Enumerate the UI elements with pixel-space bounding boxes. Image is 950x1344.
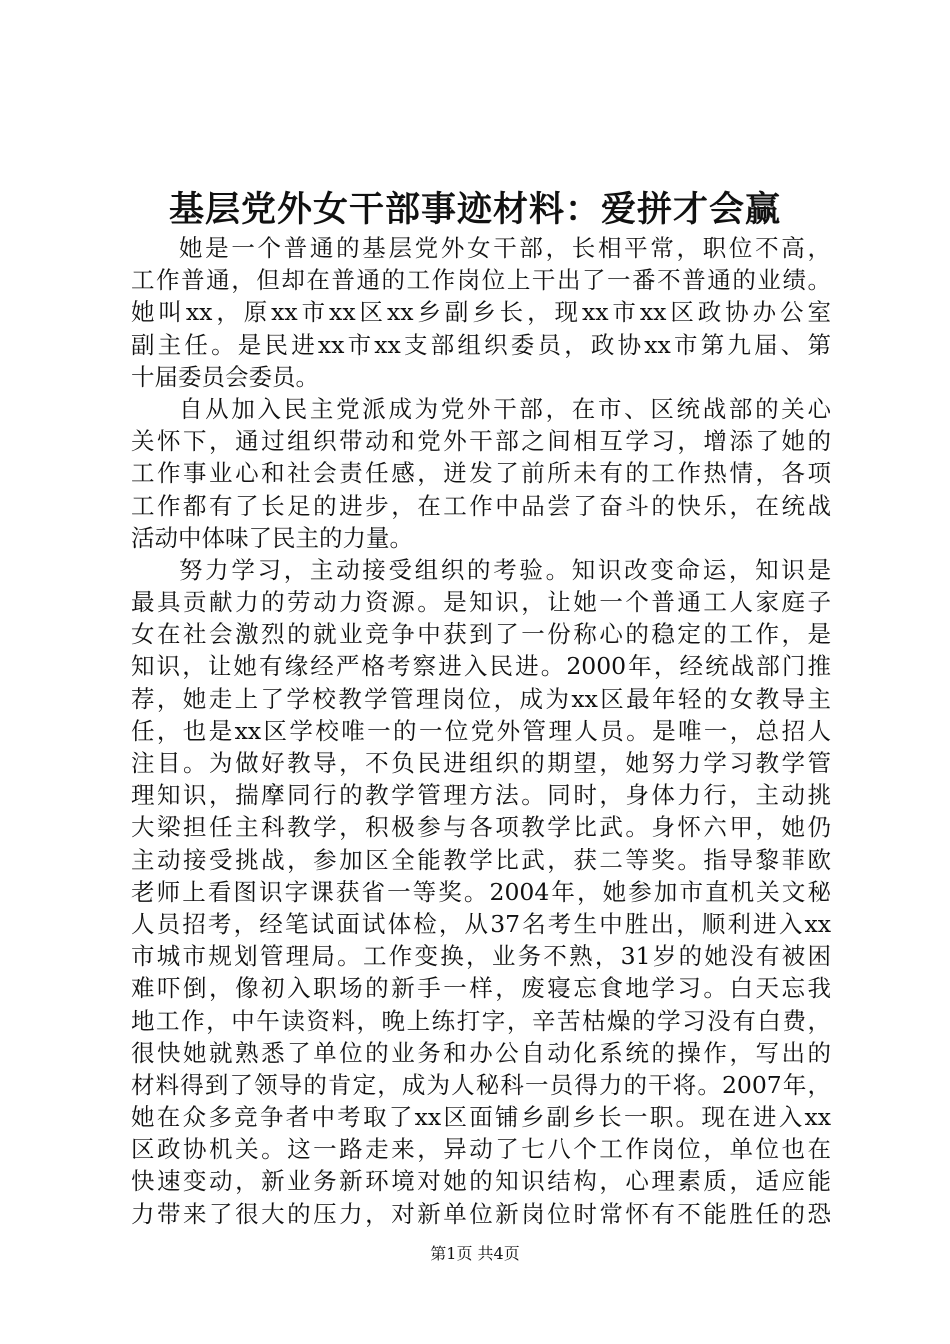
document-title: 基层党外女干部事迹材料：爱拼才会赢 bbox=[168, 189, 781, 230]
text-line: 主动接受挑战，参加区全能教学比武，获二等奖。指导黎菲欧 bbox=[131, 845, 831, 874]
text-line: 地工作，中午读资料，晚上练打字，辛苦枯燥的学习没有白费， bbox=[131, 1006, 831, 1035]
text-line: 理知识，揣摩同行的教学管理方法。同时，身体力行，主动挑 bbox=[131, 781, 831, 810]
text-line: 材料得到了领导的肯定，成为人秘科一员得力的干将。2007年， bbox=[131, 1070, 831, 1099]
text-line: 她在众多竞争者中考取了xx区面铺乡副乡长一职。现在进入xx bbox=[131, 1103, 831, 1132]
text-line: 区政协机关。这一路走来，异动了七八个工作岗位，单位也在 bbox=[131, 1135, 831, 1164]
text-line: 活动中体味了民主的力量。 bbox=[131, 523, 413, 552]
page-footer: 第1页 共4页 bbox=[430, 1244, 520, 1263]
text-line: 注目。为做好教导，不负民进组织的期望，她努力学习教学管 bbox=[131, 749, 831, 777]
text-line: 女在社会激烈的就业竞争中获到了一份称心的稳定的工作，是 bbox=[131, 620, 831, 649]
text-line: 大梁担任主科教学，积极参与各项教学比武。身怀六甲，她仍 bbox=[131, 813, 831, 842]
text-line: 工作事业心和社会责任感，迸发了前所未有的工作热情，各项 bbox=[131, 459, 831, 488]
text-line: 工作都有了长足的进步，在工作中品尝了奋斗的快乐，在统战 bbox=[131, 491, 831, 520]
text-line: 力带来了很大的压力，对新单位新岗位时常怀有不能胜任的恐 bbox=[131, 1199, 831, 1228]
text-line: 工作普通，但却在普通的工作岗位上干出了一番不普通的业绩。 bbox=[131, 266, 831, 295]
text-line: 任，也是xx区学校唯一的一位党外管理人员。是唯一，总招人 bbox=[131, 716, 831, 745]
text-line: 荐，她走上了学校教学管理岗位，成为xx区最年轻的女教导主 bbox=[131, 684, 831, 713]
text-line: 副主任。是民进xx市xx支部组织委员，政协xx市第九届、第 bbox=[131, 330, 831, 359]
document-body bbox=[131, 232, 831, 1230]
text-line: 快速变动，新业务新环境对她的知识结构，心理素质，适应能 bbox=[131, 1167, 831, 1196]
text-line: 她是一个普通的基层党外女干部，长相平常，职位不高， bbox=[179, 234, 831, 262]
text-line: 十届委员会委员。 bbox=[131, 362, 319, 391]
text-line: 人员招考，经笔试面试体检，从37名考生中胜出，顺利进入xx bbox=[131, 909, 831, 938]
text-line: 她叫xx，原xx市xx区xx乡副乡长，现xx市xx区政协办公室 bbox=[131, 298, 831, 327]
text-line: 最具贡献力的劳动力资源。是知识，让她一个普通工人家庭子 bbox=[131, 588, 831, 617]
text-line: 老师上看图识字课获省一等奖。2004年，她参加市直机关文秘 bbox=[131, 877, 831, 906]
text-line: 知识，让她有缘经严格考察进入民进。2000年，经统战部门推 bbox=[131, 652, 831, 681]
text-line: 自从加入民主党派成为党外干部，在市、区统战部的关心 bbox=[179, 394, 831, 423]
text-line: 难吓倒，像初入职场的新手一样，废寝忘食地学习。白天忘我 bbox=[131, 974, 831, 1003]
text-line: 关怀下，通过组织带动和党外干部之间相互学习，增添了她的 bbox=[131, 427, 831, 456]
text-line: 很快她就熟悉了单位的业务和办公自动化系统的操作，写出的 bbox=[131, 1038, 831, 1067]
text-line: 努力学习，主动接受组织的考验。知识改变命运，知识是 bbox=[179, 555, 831, 584]
text-line: 市城市规划管理局。工作变换，业务不熟，31岁的她没有被困 bbox=[131, 942, 831, 971]
